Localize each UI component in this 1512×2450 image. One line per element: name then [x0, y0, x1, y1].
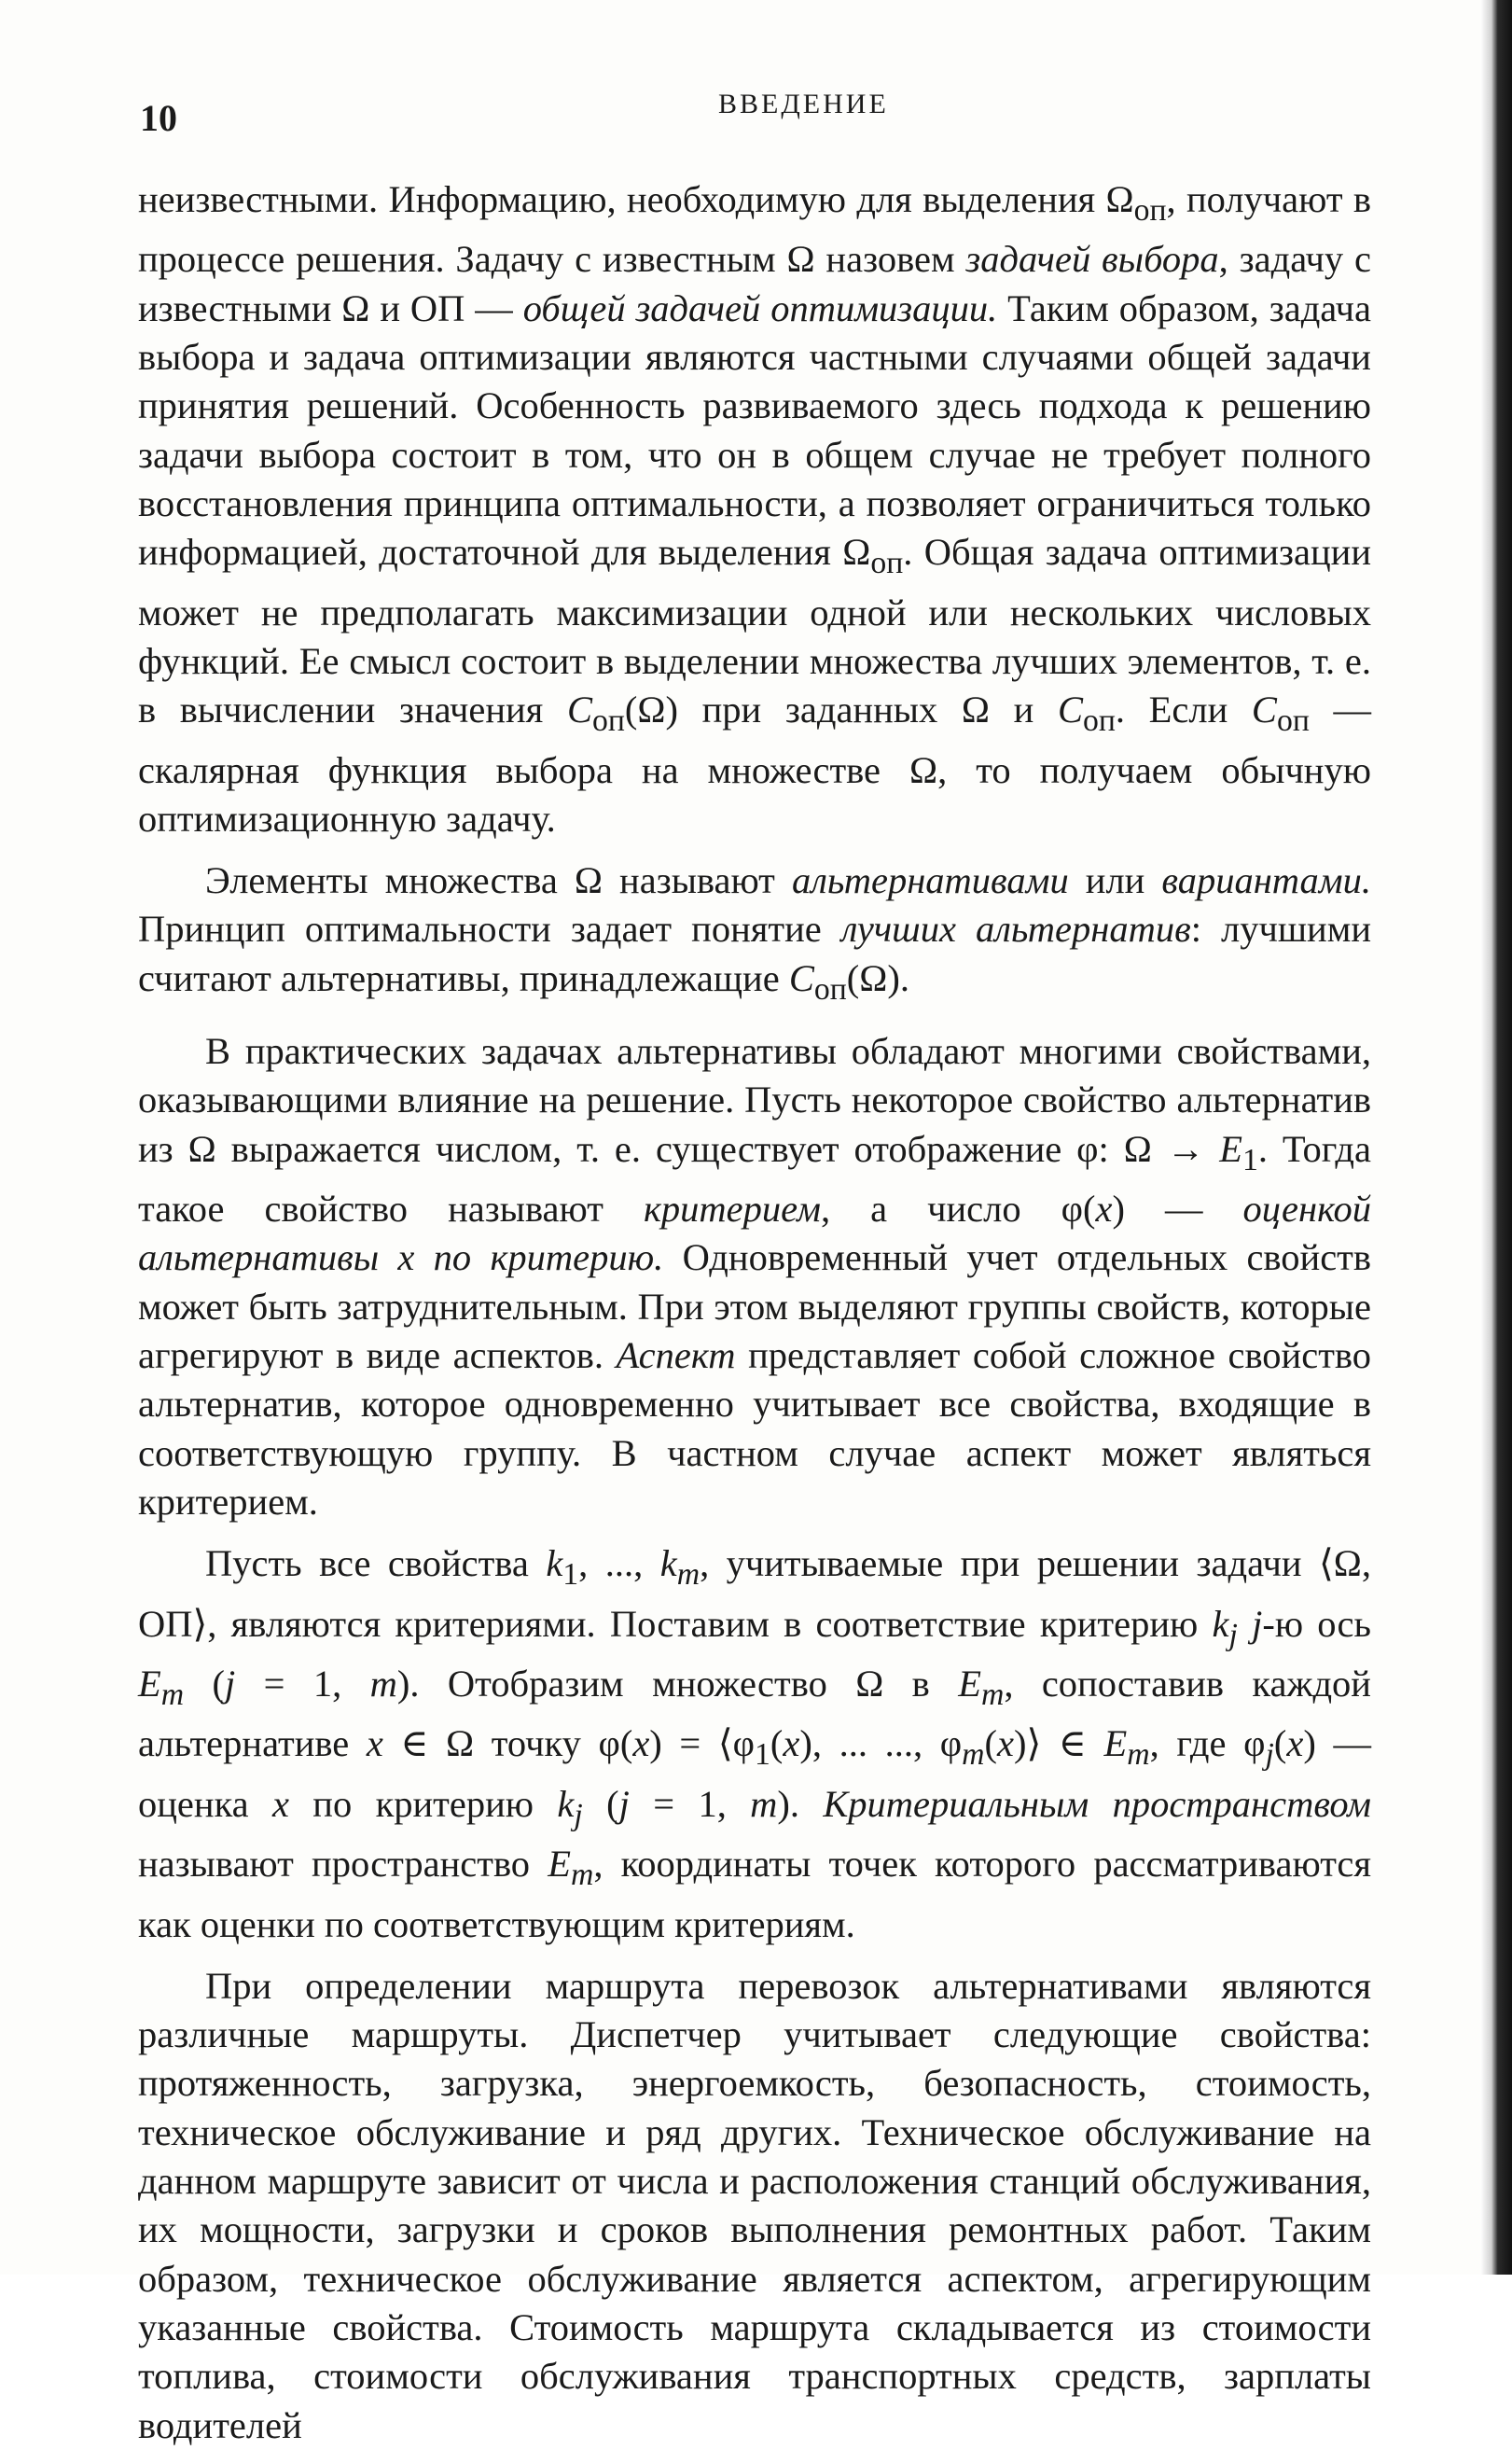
paragraph-3: В практических задачах альтернативы обладают многими свойствами, оказывающими влияние на решение. Пусть некоторое свойство альтернатив из Ω выражается числом, т. е. существует отображение φ: $\Omega \to E_1$. Тогда такое свойство называют критерием, а число φ(x) — оценкой альтернативы x по критерию. Одновременный учет отдельных свойств может быть затруднительным. При этом выделяют группы свойств, которые агрегируют в виде аспектов. Аспект представляет собой сложное свойство альтернатив, которое одновременно учитывает все свойства, входящие в соответствующую группу. В частном случае аспект может являться критерием. — [138, 1030, 1371, 1523]
text-body — [138, 175, 1371, 2450]
paragraph-4: Пусть все свойства $k_1$, ..., $k_m$, учитываемые при решении задачи ⟨Ω, ОП⟩, являются критериями. Поставим в соответствие критерию $k_j$ j-ю ось $E_m$ (j = 1, m). Отобразим множество Ω в $E_m$, сопоставив каждой альтернативе x ∈ Ω точку $\varphi(x) = ⟨\varphi_1(x)$, ... ..., $\varphi_m(x)⟩$ ∈ $E_m$, где $\varphi_j(x)$ — оценка x по критерию $k_j$ (j = 1, m). Критериальным пространством называют пространство $E_m$, координаты точек которого рассматриваются как оценки по соответствующим критериям. — [138, 1542, 1371, 1945]
paragraph-5: При определении маршрута перевозок альтернативами являются различные маршруты. Диспетчер учитывает следующие свойства: протяженность, загрузка, энергоемкость, безопасность, стоимость, техническое обслуживание и ряд других. Техническое обслуживание на данном маршруте зависит от числа и расположения станций обслуживания, их мощности, загрузки и сроков выполнения ремонтных работ. Таким образом, техническое обслуживание является аспектом, агрегирующим указанные свойства. Стоимость маршрута складывается из стоимости топлива, стоимости обслуживания транспортных средств, зарплаты водителей — [138, 1964, 1371, 2446]
paragraph-1: неизвестными. Информацию, необходимую для выделения $\Omega_{оп}$, получают в процессе решения. Задачу с известным Ω назовем задачей выбора, задачу с известными Ω и ОП — общей задачей оптимизации. Таким образом, задача выбора и задача оптимизации являются частными случаями общей задачи принятия решений. Особенность развиваемого здесь подхода к решению задачи выбора состоит в том, что он в общем случае не требует полного восстановления принципа оптимальности, а позволяет ограничиться только информацией, достаточной для выделения $\Omega_{оп}$. Общая задача оптимизации может не предполагать максимизации одной или нескольких числовых функций. Ее смысл состоит в выделении множества лучших элементов, т. е. в вычислении значения $C_{оп}(\Omega)$ при заданных Ω и $C_{оп}$. Если $C_{оп}$ — скалярная функция выбора на множестве Ω, то получаем обычную оптимизационную задачу. — [138, 178, 1372, 840]
scan-binding-edge — [1480, 0, 1512, 2275]
page-number: 10 — [140, 97, 177, 139]
running-head: ВВЕДЕНИЕ — [718, 89, 889, 119]
paragraph-2: Элементы множества Ω называют альтернативами или вариантами. Принцип оптимальности задает понятие лучших альтернатив: лучшими считают альтернативы, принадлежащие $C_{оп}(\Omega)$. — [138, 859, 1371, 1007]
page-header — [140, 89, 1371, 145]
